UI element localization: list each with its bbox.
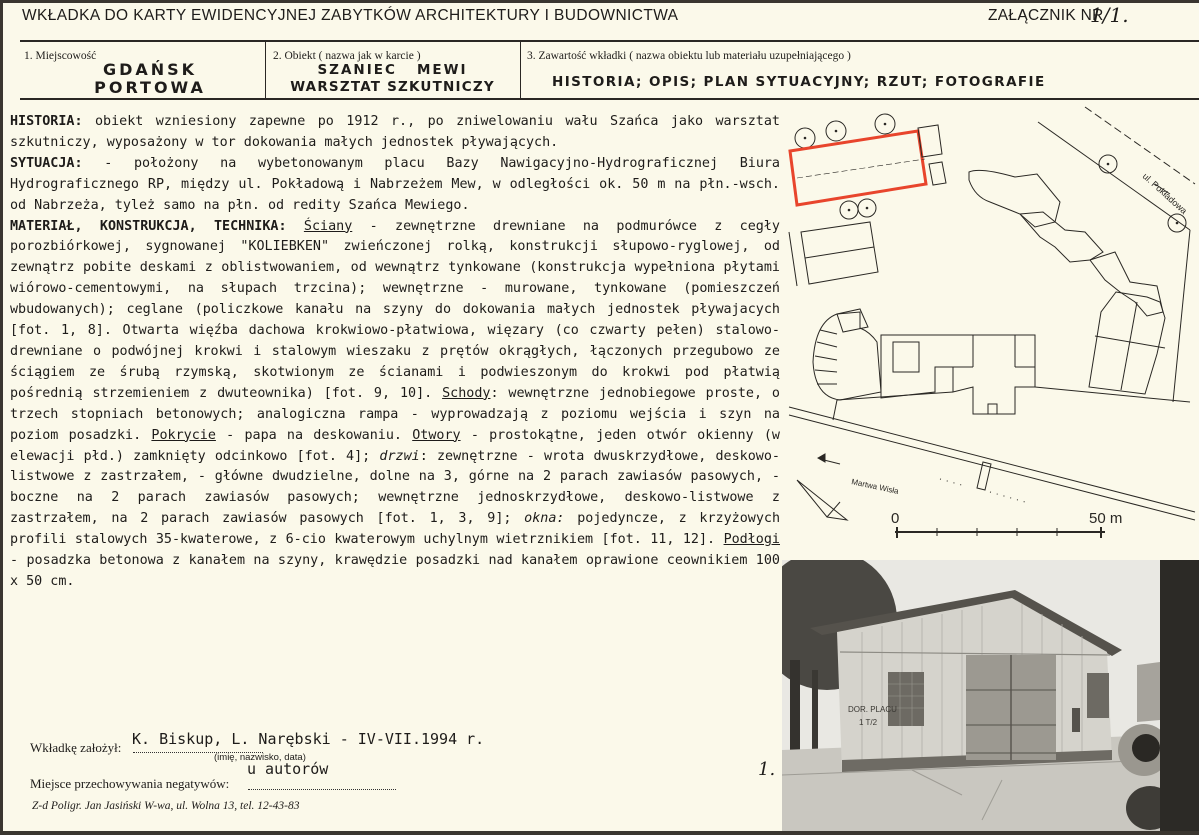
page-number: 1. xyxy=(758,759,776,780)
object-label: 2. Obiekt ( nazwa jak w karcie ) xyxy=(273,50,421,62)
workshop-photo xyxy=(782,560,1160,832)
svg-text:50 m: 50 m xyxy=(1089,510,1123,527)
workshop-highlight xyxy=(790,131,926,205)
author-hint: (imię, nazwisko, data) xyxy=(214,752,306,763)
tree-symbols xyxy=(795,114,1186,232)
historia-text: obiekt wzniesiony zapewne po 1912 r., po zniwelowaniu wału Szańca jako warsztat szkutniczy, wyposażony w tor dokowania małych jednostek pływających. xyxy=(10,114,780,150)
form-title: WKŁADKA DO KARTY EWIDENCYJNEJ ZABYTKÓW ARCHITEKTURY I BUDOWNICTWA xyxy=(22,7,679,24)
section-historia xyxy=(10,112,780,154)
rule-bottom xyxy=(20,98,1199,100)
negatives-label: Miejsce przechowywania negatywów: xyxy=(30,776,230,791)
podlogi-text: - posadzka betonowa z kanałem na szyny, krawędzie posadzki nad kanałem oprawione ceownikiem 100 x 50 cm. xyxy=(10,553,780,589)
author-label: Wkładkę założył: xyxy=(30,740,122,755)
pokrycie-text: - papa na deskowaniu. xyxy=(215,427,413,443)
site-plan xyxy=(785,102,1199,540)
negatives-value: u autorów xyxy=(247,760,329,778)
photo-edge xyxy=(1160,560,1199,832)
description-body xyxy=(10,112,780,593)
sytuacja-text: - położony na wybetonowanym placu Bazy Nawigacyjno-Hydrograficznej Biura Hydrograficznego RP, między ul. Pokładową i Nabrzeżem Mew, w odległości ok. 50 m na płn.-wsch. od Nabrzeża, tyleż samo na płn. od redity Szańca Mewiego. xyxy=(10,155,780,213)
photo-sign-line1: DOR. PLACU xyxy=(848,705,897,714)
sytuacja-heading: SYTUACJA: xyxy=(10,155,83,171)
arrow-icon xyxy=(818,454,825,462)
okna-heading: okna: xyxy=(524,511,565,527)
locality-value-1: GDAŃSK xyxy=(102,60,198,79)
street-label: ul. Pokładowa xyxy=(1140,171,1190,216)
otwory-text: - prostokątne, jeden otwór okienny (w elewacji płd.) zamknięty odcinkowo [fot. 4]; xyxy=(10,427,780,464)
material-heading: MATERIAŁ, KONSTRUKCJA, TECHNIKA: xyxy=(10,218,287,234)
contents-value: HISTORIA; OPIS; PLAN SYTUACYJNY; RZUT; FOTOGRAFIE xyxy=(552,74,1046,90)
section-material xyxy=(10,217,780,593)
scan-edge-left xyxy=(0,0,3,835)
section-sytuacja xyxy=(10,154,780,217)
contents-label: 3. Zawartość wkładki ( nazwa obiektu lub materiału uzupełniającego ) xyxy=(527,50,851,62)
drzwi-text: : zewnętrzne - wrota dwuskrzydłowe, deskowo-listwowe z zastrzałem, - główne dwudzielne, dolne na 3, górne na 2 parach zawiasów pasowych, - boczne na 2 parach zawiasów pasowych; wewnętrzne jednoskrzydłowe, deskowo-listwowe z zastrzałem, na 2 parach zawiasów pasowych [fot. 1, 3, 9]; xyxy=(10,448,780,527)
scale-bar xyxy=(891,510,1122,538)
printer-imprint: Z-d Poligr. Jan Jasiński W-wa, ul. Wolna 13, tel. 12-43-83 xyxy=(32,800,300,812)
negatives-dotted-line xyxy=(248,788,396,790)
rule-top xyxy=(20,40,1199,42)
author-value: K. Biskup, L. Narębski - IV-VII.1994 r. xyxy=(132,730,485,748)
photo-drawing xyxy=(782,560,1160,832)
schody-heading: Schody xyxy=(442,385,491,401)
locality-label: 1. Miejscowość xyxy=(24,50,97,62)
sciany-heading: Ściany xyxy=(303,218,353,234)
annex-label: ZAŁĄCZNIK NR xyxy=(988,7,1104,24)
podlogi-heading: Podłogi xyxy=(723,532,780,548)
svg-text:0: 0 xyxy=(891,510,900,527)
scan-edge-bottom xyxy=(0,831,1199,835)
photo-sign-line2: 1 T/2 xyxy=(859,718,878,727)
rule-div-1 xyxy=(265,40,266,100)
okna-text: pojedyncze, z krzyżowych profili stalowych 35-kwaterowe, z 6-cio kwaterowym uchylnym wietrznikiem [fot. 11, 12]. xyxy=(10,511,781,548)
north-arrow-icon xyxy=(797,480,847,520)
otwory-heading: Otwory xyxy=(412,427,461,443)
object-value-1: SZANIEC MEWI xyxy=(317,62,468,78)
object-value-2: WARSZTAT SZKUTNICZY xyxy=(290,79,495,95)
schody-text: : wewnętrzne jednobiegowe proste, o trzech stopniach betonowych; analogiczna rampa - wyprowadzają z poziomu wejścia i szyn na poziom posadzki. xyxy=(10,385,780,443)
drzwi-heading: drzwi xyxy=(379,448,420,464)
annex-number: 1/1. xyxy=(1090,3,1129,27)
locality-value-2: PORTOWA xyxy=(94,78,206,97)
river-label: Martwa Wisła xyxy=(850,477,900,496)
scan-edge-top xyxy=(0,0,1199,3)
sciany-text: - zewnętrzne drewniane na podmurówce z cegły porozbiórkowej, sygnowanej "KOLIEBKEN" zwieńczonej rolką, konstrukcji słupowo-ryglowej, od zewnątrz pobite deskami z oblistwowaniem, od wewnątrz tynkowane (konstrukcja wypełniona płytami wiórowo-cementowymi, na słupach trzcina); wewnętrzne - murowane, tynkowane (pomieszczeń wbudowanych); ceglane (policzkowe kanału na szyny do dokowania małych jednostek pływajacych [fot. 1, 8]. Otwarta więźba dachowa krokwiowo-płatwiowa, więzary (co czwarty pełen) stalowo-drewniane o podwójnej krokwi i stalowym wieszaku z prętów okrągłych, łączonych przegubowo ze ściągiem ze śrubą rzymską, skotwionym ze ścianami i podwieszonym do krokwi pod płatwią pośrednią strzemieniem z dwuteownika) [fot. 9, 10]. xyxy=(10,218,780,401)
historia-heading: HISTORIA: xyxy=(10,114,83,129)
pokrycie-heading: Pokrycie xyxy=(151,427,216,443)
quay-edge xyxy=(789,407,1195,520)
rule-div-2 xyxy=(520,40,521,100)
